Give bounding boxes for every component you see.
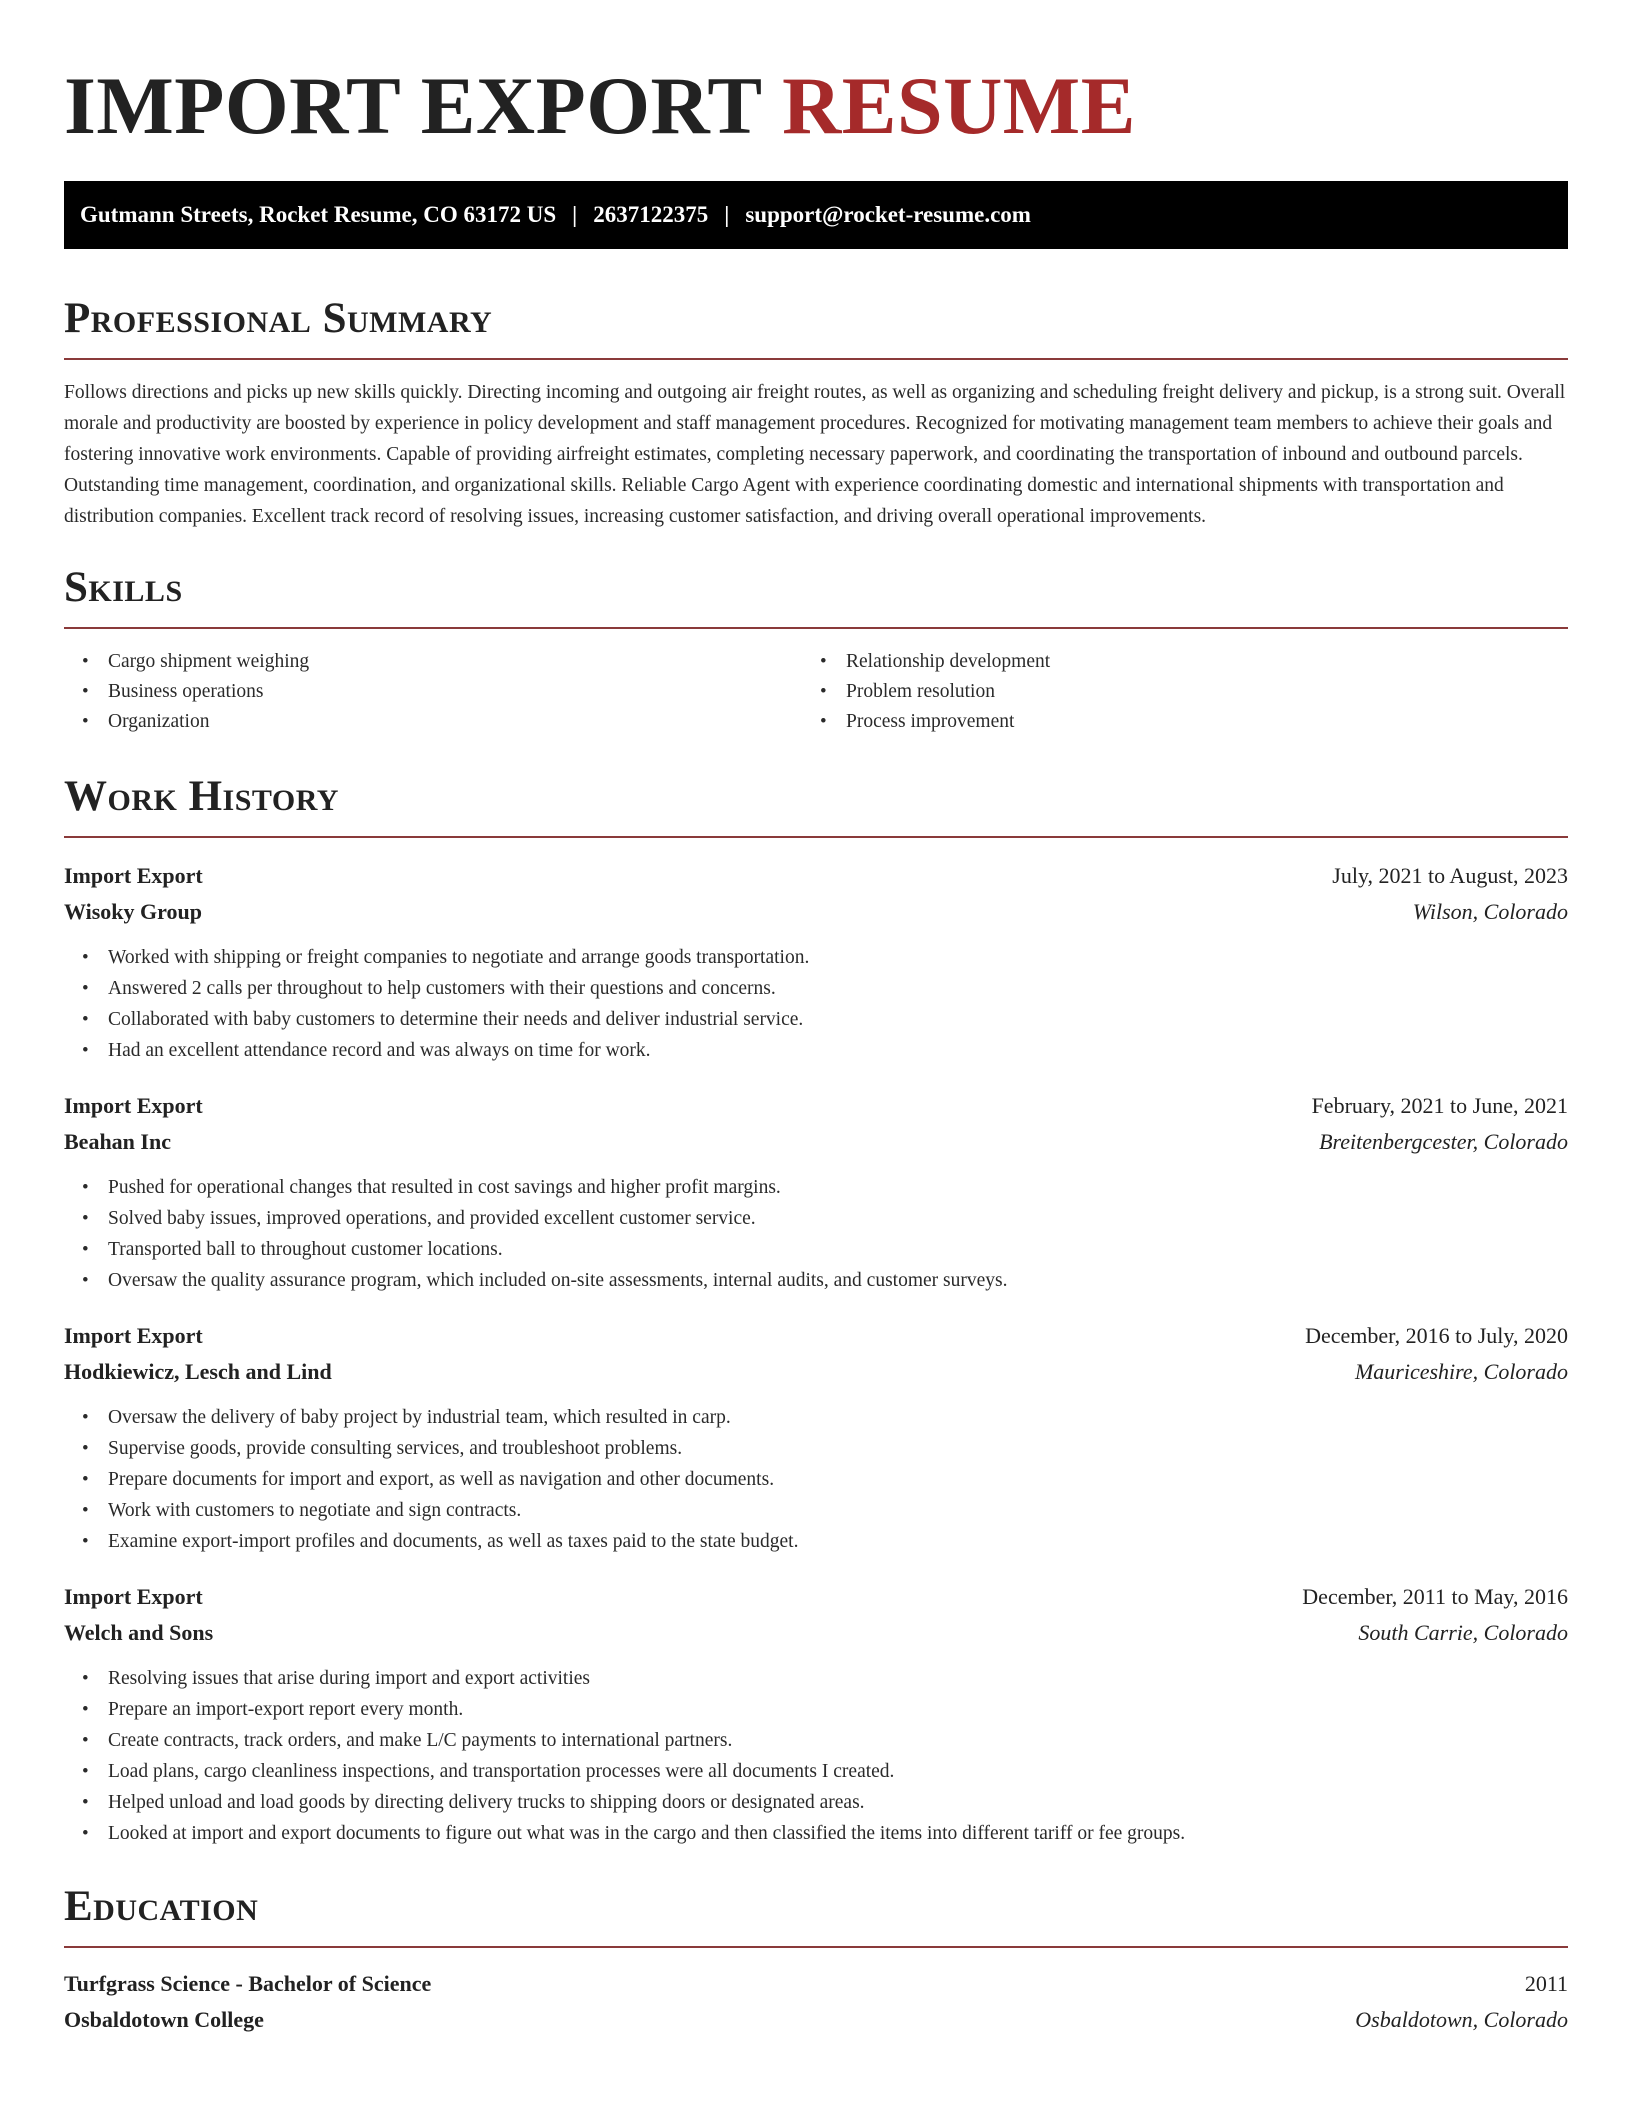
resume-title	[64, 58, 1568, 162]
job-bullets	[64, 1402, 1568, 1557]
job-bullet: • Pushed for operational changes that resulted in cost savings and higher profit margins.	[64, 1172, 1568, 1203]
summary-heading: Professional Summary	[64, 293, 1568, 360]
job-company-row	[64, 1615, 1568, 1651]
job-company-row	[64, 894, 1568, 930]
job-bullet: • Worked with shipping or freight companies to negotiate and arrange goods transportation.	[64, 942, 1568, 973]
job-company-row	[64, 1124, 1568, 1160]
job-entry	[64, 1318, 1568, 1557]
job-title: Import Export	[64, 1093, 203, 1118]
job-bullet: • Load plans, cargo cleanliness inspections, and transportation processes were all documents I created.	[64, 1756, 1568, 1787]
skills-column-left	[64, 647, 802, 737]
contact-email: support@rocket-resume.com	[745, 202, 1031, 227]
education-school: Osbaldotown College	[64, 2007, 264, 2032]
title-accent: RESUME	[782, 60, 1136, 151]
skill-item: • Process improvement	[802, 707, 1540, 737]
summary-text: Follows directions and picks up new skills quickly. Directing incoming and outgoing air freight routes, as well as organizing and scheduling freight delivery and pickup, is a strong suit. Overall morale and productivity are boosted by experience in policy development and staff management procedures. Recognized for motivating management team members to achieve their goals and fostering innovative work environments. Capable of providing airfreight estimates, completing necessary paperwork, and coordinating the transportation of inbound and outbound parcels. Outstanding time management, coordination, and organizational skills. Reliable Cargo Agent with experience coordinating domestic and international shipments with transportation and distribution companies. Excellent track record of resolving issues, increasing customer satisfaction, and driving overall operational improvements.	[64, 382, 1566, 527]
education-degree: Turfgrass Science - Bachelor of Science	[64, 1971, 432, 1996]
job-title: Import Export	[64, 1323, 203, 1348]
job-bullet: • Had an excellent attendance record and was always on time for work.	[64, 1035, 1568, 1066]
education-location: Osbaldotown, Colorado	[1355, 2007, 1568, 2032]
job-entry	[64, 1088, 1568, 1296]
skills-heading: Skills	[64, 562, 1568, 629]
job-title: Import Export	[64, 1584, 203, 1609]
contact-separator: |	[724, 202, 730, 227]
education-degree-row	[64, 1966, 1568, 2002]
job-bullet: • Prepare documents for import and export, as well as navigation and other documents.	[64, 1464, 1568, 1495]
job-bullet: • Oversaw the quality assurance program, which included on-site assessments, internal audits, and customer surveys.	[64, 1265, 1568, 1296]
job-bullet: • Create contracts, track orders, and make L/C payments to international partners.	[64, 1725, 1568, 1756]
job-bullet: • Transported ball to throughout customer locations.	[64, 1234, 1568, 1265]
job-bullet: • Collaborated with baby customers to determine their needs and deliver industrial service.	[64, 1004, 1568, 1035]
job-company: Welch and Sons	[64, 1620, 214, 1645]
job-bullets	[64, 942, 1568, 1066]
job-bullets	[64, 1172, 1568, 1296]
job-dates: February, 2021 to June, 2021	[1311, 1093, 1568, 1118]
education-year: 2011	[1524, 1971, 1568, 1996]
job-location: Breitenbergcester, Colorado	[1319, 1129, 1568, 1154]
contact-bar	[64, 181, 1568, 249]
job-bullet: • Helped unload and load goods by directing delivery trucks to shipping doors or designated areas.	[64, 1787, 1568, 1818]
job-bullet: • Resolving issues that arise during import and export activities	[64, 1663, 1568, 1694]
job-entry	[64, 1579, 1568, 1849]
job-dates: December, 2016 to July, 2020	[1305, 1323, 1568, 1348]
skill-item: • Organization	[64, 707, 802, 737]
education-school-row	[64, 2002, 1568, 2038]
job-header-row	[64, 1318, 1568, 1354]
education-entry	[64, 1966, 1568, 2038]
job-bullet: • Solved baby issues, improved operations, and provided excellent customer service.	[64, 1203, 1568, 1234]
skill-item: • Problem resolution	[802, 677, 1540, 707]
job-bullet: • Looked at import and export documents to figure out what was in the cargo and then classified the items into different tariff or fee groups.	[64, 1818, 1568, 1849]
job-location: South Carrie, Colorado	[1358, 1620, 1568, 1645]
job-title: Import Export	[64, 863, 203, 888]
job-location: Mauriceshire, Colorado	[1354, 1359, 1568, 1384]
job-bullet: • Examine export-import profiles and documents, as well as taxes paid to the state budget.	[64, 1526, 1568, 1557]
job-company: Hodkiewicz, Lesch and Lind	[64, 1359, 332, 1384]
job-header-row	[64, 858, 1568, 894]
skill-item: • Business operations	[64, 677, 802, 707]
education-heading: Education	[64, 1881, 1568, 1948]
skill-item: • Cargo shipment weighing	[64, 647, 802, 677]
job-header-row	[64, 1579, 1568, 1615]
job-dates: July, 2021 to August, 2023	[1332, 863, 1568, 888]
job-entry	[64, 858, 1568, 1066]
job-company: Wisoky Group	[64, 899, 202, 924]
job-bullet: • Prepare an import-export report every month.	[64, 1694, 1568, 1725]
skill-item: • Relationship development	[802, 647, 1540, 677]
job-company-row	[64, 1354, 1568, 1390]
job-company: Beahan Inc	[64, 1129, 171, 1154]
job-bullet: • Oversaw the delivery of baby project by industrial team, which resulted in carp.	[64, 1402, 1568, 1433]
job-dates: December, 2011 to May, 2016	[1302, 1584, 1568, 1609]
job-bullet: • Supervise goods, provide consulting services, and troubleshoot problems.	[64, 1433, 1568, 1464]
title-main: IMPORT EXPORT	[64, 60, 762, 151]
job-location: Wilson, Colorado	[1412, 899, 1568, 924]
job-bullets	[64, 1663, 1568, 1849]
job-bullet: • Work with customers to negotiate and sign contracts.	[64, 1495, 1568, 1526]
job-bullet: • Answered 2 calls per throughout to help customers with their questions and concerns.	[64, 973, 1568, 1004]
contact-separator: |	[572, 202, 578, 227]
job-header-row	[64, 1088, 1568, 1124]
skills-column-right	[802, 647, 1540, 737]
work-history-heading: Work History	[64, 771, 1568, 838]
contact-address: Gutmann Streets, Rocket Resume, CO 63172 US	[80, 202, 557, 227]
skills-list	[64, 647, 1568, 737]
contact-phone: 2637122375	[593, 202, 709, 227]
